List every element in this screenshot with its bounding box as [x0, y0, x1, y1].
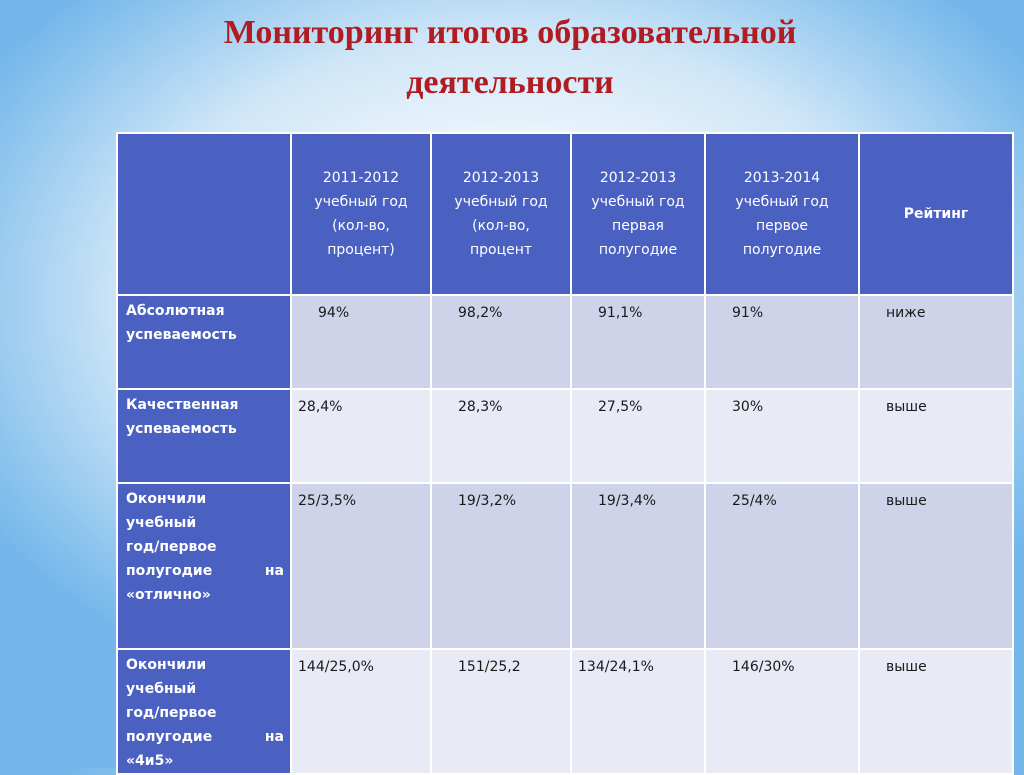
row-label-line: успеваемость — [126, 327, 237, 343]
row-label-line: «4и5» — [126, 753, 174, 769]
header-line: 2013-2014 — [743, 170, 821, 186]
row-label — [117, 649, 291, 774]
row-label — [117, 295, 291, 389]
row-label — [117, 483, 291, 649]
header-line: (кол-во, — [472, 218, 530, 234]
row-label-line: полугодие на — [126, 563, 284, 579]
header-cell-rating — [859, 133, 1013, 295]
table-cell: 19/3,2% — [431, 483, 571, 649]
table-cell: 134/24,1% — [571, 649, 705, 774]
header-line: процент) — [327, 242, 395, 258]
header-cell-2012-2013-half — [571, 133, 705, 295]
header-line: полугодие — [598, 242, 678, 258]
header-empty-cell — [117, 133, 291, 295]
table-row — [117, 389, 1013, 483]
table-cell: 146/30% — [705, 649, 859, 774]
row-label-line: год/первое — [126, 539, 217, 555]
table-cell: выше — [859, 389, 1013, 483]
row-label-line: учебный — [126, 515, 197, 531]
table-cell: 91,1% — [571, 295, 705, 389]
header-line: (кол-во, — [332, 218, 390, 234]
table-row — [117, 483, 1013, 649]
page-title-line-2: деятельности — [406, 64, 614, 101]
table-cell: 19/3,4% — [571, 483, 705, 649]
header-line: 2012-2013 — [599, 170, 677, 186]
header-line: 2011-2012 — [322, 170, 400, 186]
row-label-line: Абсолютная — [126, 303, 225, 319]
header-cell-2011-2012 — [291, 133, 431, 295]
table-cell: 94% — [291, 295, 431, 389]
table-cell: выше — [859, 483, 1013, 649]
header-line: учебный год — [591, 194, 685, 210]
header-line: Рейтинг — [903, 206, 969, 222]
page-title-line-1: Мониторинг итогов образовательной — [223, 14, 797, 51]
table-cell: 27,5% — [571, 389, 705, 483]
table-row — [117, 649, 1013, 774]
header-line: учебный год — [454, 194, 548, 210]
row-label-line: Окончили — [126, 491, 207, 507]
table-cell: 151/25,2 — [431, 649, 571, 774]
table-cell: ниже — [859, 295, 1013, 389]
row-label-line: успеваемость — [126, 421, 237, 437]
table-row — [117, 295, 1013, 389]
header-cell-2012-2013 — [431, 133, 571, 295]
table-cell: 91% — [705, 295, 859, 389]
row-label-line: учебный — [126, 681, 197, 697]
header-line: процент — [469, 242, 533, 258]
header-cell-2013-2014-half — [705, 133, 859, 295]
header-line: полугодие — [742, 242, 822, 258]
row-label-line: Окончили — [126, 657, 207, 673]
header-line: 2012-2013 — [462, 170, 540, 186]
row-label-line: Качественная — [126, 397, 239, 413]
header-line: учебный год — [314, 194, 408, 210]
header-line: первая — [612, 218, 664, 234]
table-cell: выше — [859, 649, 1013, 774]
table-cell: 25/4% — [705, 483, 859, 649]
header-line: первое — [755, 218, 809, 234]
header-line: учебный год — [735, 194, 829, 210]
table-cell: 25/3,5% — [291, 483, 431, 649]
table-cell: 28,3% — [431, 389, 571, 483]
row-label — [117, 389, 291, 483]
page-title — [160, 8, 860, 108]
row-label-line: «отлично» — [126, 587, 211, 603]
row-label-line: год/первое — [126, 705, 217, 721]
table-cell: 98,2% — [431, 295, 571, 389]
results-table — [116, 132, 1014, 775]
table-cell: 144/25,0% — [291, 649, 431, 774]
table-header-row — [117, 133, 1013, 295]
row-label-line: полугодие на — [126, 729, 284, 745]
table-cell: 28,4% — [291, 389, 431, 483]
table-cell: 30% — [705, 389, 859, 483]
